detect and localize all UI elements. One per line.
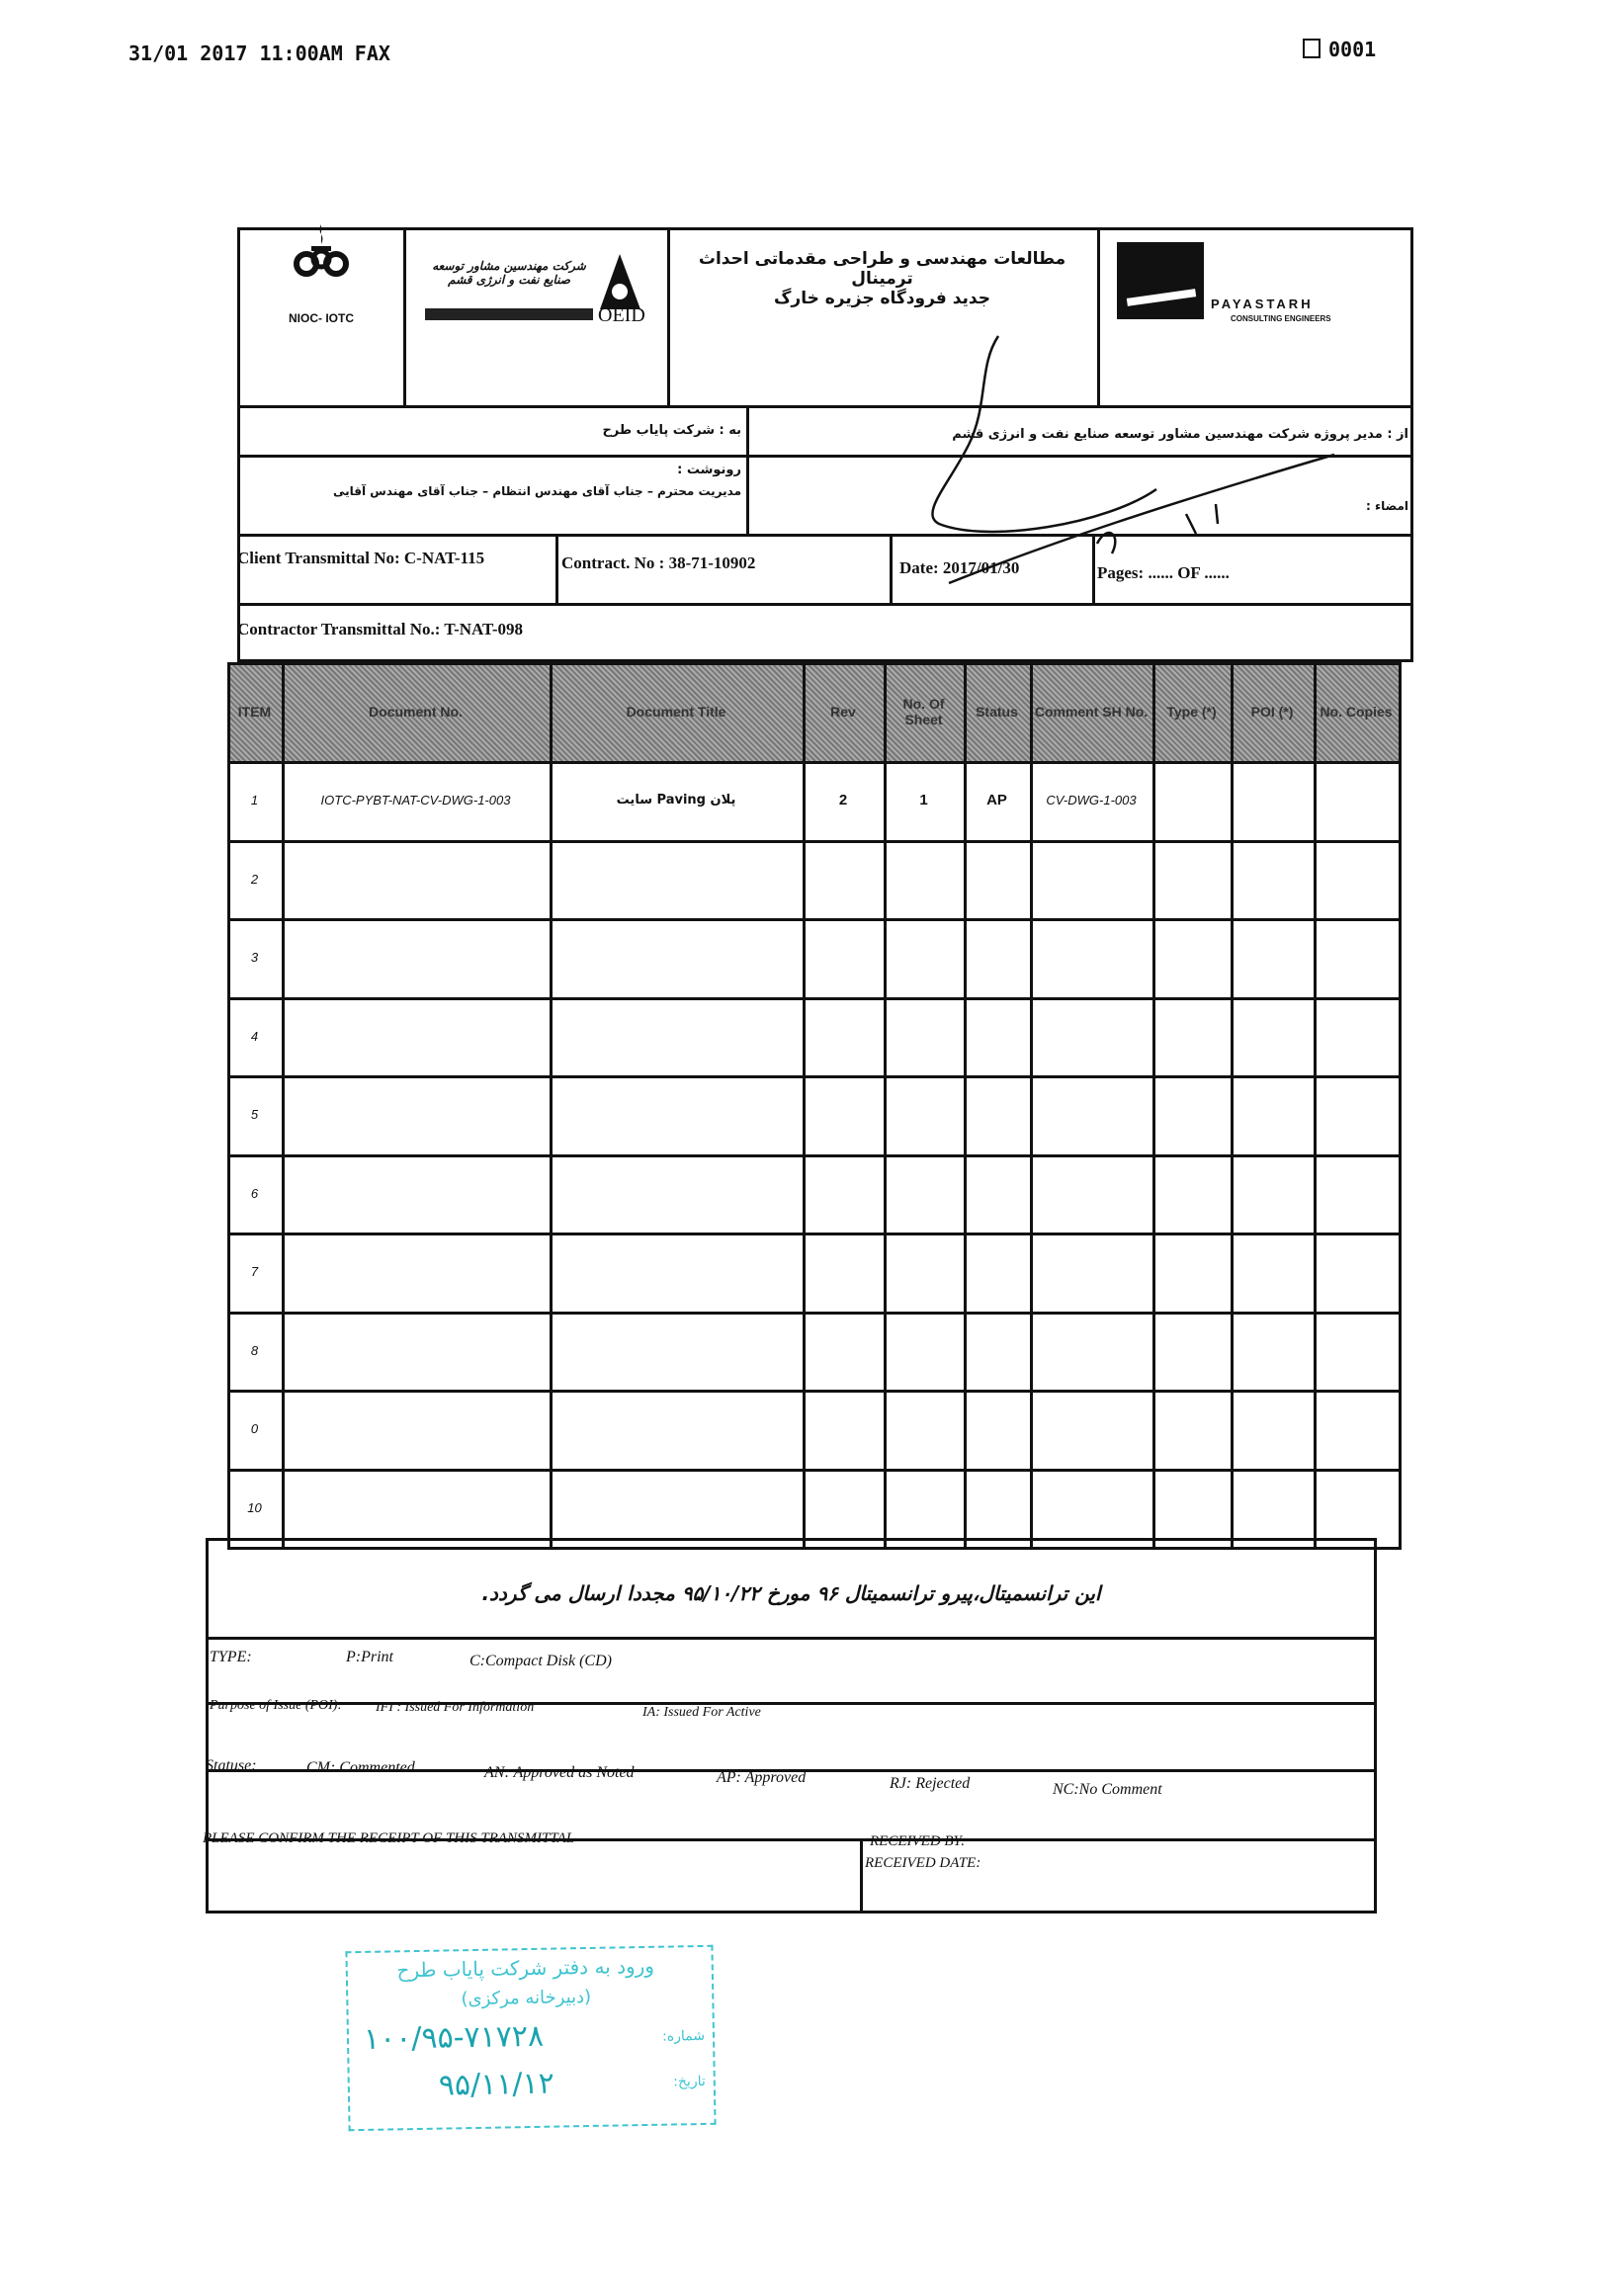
- payastarh-name: PAYASTARH: [1211, 297, 1314, 311]
- column-divider: [964, 662, 967, 1547]
- column-divider: [884, 662, 887, 1547]
- table-cell: [282, 1075, 550, 1154]
- stamp-date: ۹۵/۱۱/۱۲: [438, 2066, 555, 2103]
- column-divider: [282, 662, 285, 1547]
- received-date: RECEIVED DATE:: [865, 1855, 981, 1871]
- column-header: No. Of Sheet: [884, 662, 964, 761]
- table-cell: 10: [247, 1499, 262, 1515]
- table-cell: [964, 1390, 1030, 1469]
- table-cell: [1152, 918, 1231, 997]
- table-cell: AP: [986, 792, 1007, 809]
- table-cell: [964, 997, 1030, 1076]
- column-header: No. Copies: [1314, 662, 1399, 761]
- date: Date: 2017/01/30: [899, 558, 1020, 577]
- table-cell: CV-DWG-1-003: [1046, 793, 1137, 808]
- table-cell: [1152, 1075, 1231, 1154]
- status-label: Statuse:: [206, 1757, 257, 1774]
- table-cell: [1152, 997, 1231, 1076]
- table-cell: 2: [250, 871, 259, 887]
- table-cell: [803, 918, 884, 997]
- table-cell: [1314, 1469, 1399, 1548]
- table-cell: [550, 1075, 803, 1154]
- table-cell: [550, 1469, 803, 1548]
- table-cell: [1314, 840, 1399, 919]
- table-cell: [282, 1233, 550, 1312]
- table-cell: [1231, 1469, 1314, 1548]
- table-cell: [964, 1469, 1030, 1548]
- table-cell: [884, 1154, 964, 1233]
- stamp-number: ۱۰۰/۹۵-۷۱۷۲۸: [363, 2018, 545, 2057]
- table-cell: [803, 1075, 884, 1154]
- table-cell: [1231, 761, 1314, 840]
- table-cell: [550, 840, 803, 919]
- table-cell: [1314, 1390, 1399, 1469]
- table-cell: [803, 1233, 884, 1312]
- table-cell: [1030, 1154, 1152, 1233]
- table-cell: [282, 997, 550, 1076]
- table-cell: [1231, 1075, 1314, 1154]
- table-cell: [803, 1312, 884, 1391]
- table-cell: [1152, 840, 1231, 919]
- resend-note: این ترانسمیتال،پیرو ترانسمیتال ۹۶ مورخ ۹۵/۱۰/۲۲ مجددا ارسال می گردد.: [481, 1581, 1101, 1605]
- column-divider: [1030, 662, 1033, 1547]
- table-cell: پلان Paving سایت: [616, 793, 736, 808]
- column-divider: [1399, 662, 1402, 1547]
- table-cell: [1231, 1390, 1314, 1469]
- table-cell: IOTC-PYBT-NAT-CV-DWG-1-003: [320, 793, 511, 808]
- fax-page-number: [1303, 38, 1376, 61]
- oeid-logo: شرکت مهندسین مشاور توسعه صنایع نفت و انرژی قشم OEID: [420, 247, 657, 336]
- status-nc: NC:No Comment: [1053, 1781, 1162, 1798]
- table-cell: [1231, 1154, 1314, 1233]
- table-cell: [964, 918, 1030, 997]
- payastarh-logo: [1117, 242, 1204, 319]
- type-cd: C:Compact Disk (CD): [469, 1653, 612, 1669]
- column-divider: [1152, 662, 1155, 1547]
- table-cell: 8: [250, 1342, 259, 1358]
- nioc-label: NIOC- IOTC: [289, 311, 354, 325]
- table-cell: 0: [250, 1421, 259, 1437]
- table-cell: [1152, 1390, 1231, 1469]
- payastarh-sub: CONSULTING ENGINEERS: [1231, 314, 1331, 323]
- table-cell: [1152, 1469, 1231, 1548]
- table-cell: [282, 840, 550, 919]
- table-cell: [282, 1312, 550, 1391]
- column-header: Document Title: [550, 662, 803, 761]
- table-cell: 1: [919, 792, 928, 809]
- column-header: POI (*): [1231, 662, 1314, 761]
- table-cell: [884, 1233, 964, 1312]
- table-cell: [282, 1390, 550, 1469]
- table-cell: [803, 1469, 884, 1548]
- confirm-receipt: PLEASE CONFIRM THE RECEIPT OF THIS TRANSMITTAL: [203, 1830, 575, 1846]
- pages: Pages: ...... OF ......: [1097, 563, 1230, 582]
- table-cell: [1030, 918, 1152, 997]
- checkbox-icon: [1303, 39, 1321, 58]
- table-cell: [803, 1390, 884, 1469]
- table-cell: [884, 1075, 964, 1154]
- table-cell: [1231, 1312, 1314, 1391]
- column-header: Document No.: [282, 662, 550, 761]
- column-divider: [1231, 662, 1234, 1547]
- table-cell: [964, 1312, 1030, 1391]
- table-cell: [1314, 997, 1399, 1076]
- column-divider: [803, 662, 806, 1547]
- column-header: ITEM: [227, 662, 282, 761]
- column-header: Type (*): [1152, 662, 1231, 761]
- table-cell: [550, 997, 803, 1076]
- table-cell: [1314, 918, 1399, 997]
- type-label: TYPE:: [210, 1649, 252, 1665]
- table-cell: [282, 918, 550, 997]
- table-cell: 7: [250, 1264, 259, 1280]
- table-cell: [1231, 840, 1314, 919]
- project-title-line2: جدید فرودگاه جزیره خارگ: [774, 289, 990, 308]
- table-cell: [884, 1390, 964, 1469]
- table-cell: [803, 840, 884, 919]
- table-cell: [1314, 761, 1399, 840]
- table-cell: [1030, 840, 1152, 919]
- table-cell: 4: [250, 1028, 259, 1044]
- table-cell: [803, 997, 884, 1076]
- poi-label: Purpose of Issue (POI):: [210, 1698, 343, 1713]
- table-cell: [1030, 1469, 1152, 1548]
- table-cell: 3: [250, 950, 259, 966]
- to-field: به : شرکت پایاب طرح: [602, 423, 741, 438]
- column-header: Rev: [803, 662, 884, 761]
- table-cell: [550, 1233, 803, 1312]
- table-cell: [1314, 1154, 1399, 1233]
- type-print: P:Print: [346, 1649, 393, 1665]
- table-cell: [884, 1312, 964, 1391]
- status-cm: CM: Commented: [306, 1759, 415, 1776]
- contractor-transmittal: Contractor Transmittal No.: T-NAT-098: [237, 620, 523, 638]
- column-divider: [227, 662, 230, 1547]
- column-divider: [550, 662, 553, 1547]
- fax-timestamp: 31/01 2017 11:00AM FAX: [128, 42, 390, 65]
- table-cell: [1231, 918, 1314, 997]
- table-cell: 2: [838, 792, 848, 809]
- table-cell: [1030, 1390, 1152, 1469]
- table-cell: [803, 1154, 884, 1233]
- poi-ifi: IFI : Issued For Information: [376, 1700, 535, 1715]
- nioc-logo: [282, 219, 361, 294]
- receipt-stamp: ورود به دفتر شرکت پایاب طرح (دبیرخانه مرکزی) شماره: ۱۰۰/۹۵-۷۱۷۲۸ تاریخ: ۹۵/۱۱/۱۲: [345, 1945, 716, 2131]
- table-cell: [1152, 1312, 1231, 1391]
- table-cell: [550, 1154, 803, 1233]
- table-cell: [1152, 1233, 1231, 1312]
- table-cell: [282, 1469, 550, 1548]
- table-cell: [1231, 997, 1314, 1076]
- table-cell: [1314, 1312, 1399, 1391]
- table-cell: [884, 840, 964, 919]
- signature-label: امضاء :: [1366, 499, 1408, 513]
- received-by: RECEIVED BY:: [870, 1833, 966, 1849]
- table-cell: [1030, 1233, 1152, 1312]
- table-cell: [884, 918, 964, 997]
- column-header: Comment SH No.: [1030, 662, 1152, 761]
- table-cell: [964, 840, 1030, 919]
- table-cell: [1030, 1075, 1152, 1154]
- status-ap: AP: Approved: [717, 1769, 807, 1786]
- table-cell: [282, 1154, 550, 1233]
- table-cell: [1030, 1312, 1152, 1391]
- table-cell: 1: [250, 793, 259, 808]
- table-cell: [1030, 997, 1152, 1076]
- contract-no: Contract. No : 38-71-10902: [561, 553, 756, 572]
- poi-ia: IA: Issued For Active: [642, 1705, 761, 1720]
- table-cell: [884, 1469, 964, 1548]
- table-cell: 5: [250, 1107, 259, 1123]
- table-cell: [1152, 1154, 1231, 1233]
- status-rj: RJ: Rejected: [890, 1775, 971, 1792]
- table-cell: [964, 1154, 1030, 1233]
- status-an: AN: Approved as Noted: [484, 1764, 635, 1781]
- table-cell: [550, 918, 803, 997]
- table-cell: [964, 1233, 1030, 1312]
- cc-label: رونوشت :: [677, 463, 741, 477]
- table-cell: [964, 1075, 1030, 1154]
- table-cell: [884, 997, 964, 1076]
- page-number: 0001: [1328, 38, 1377, 61]
- table-top: [227, 662, 1399, 665]
- table-cell: [550, 1390, 803, 1469]
- client-transmittal: Client Transmittal No: C-NAT-115: [237, 549, 485, 567]
- handwritten-signature: [870, 326, 1364, 593]
- from-field: از : مدیر پروژه شرکت مهندسین مشاور توسعه صنایع نفت و انرژی قشم: [952, 427, 1408, 442]
- column-divider: [1314, 662, 1317, 1547]
- column-header: Status: [964, 662, 1030, 761]
- table-cell: [1314, 1075, 1399, 1154]
- cc-field: مدیریت محترم – جناب آقای مهندس انتظام – جناب آقای مهندس آقایی: [332, 484, 741, 498]
- table-cell: 6: [250, 1185, 259, 1201]
- table-cell: [1231, 1233, 1314, 1312]
- table-cell: [1152, 761, 1231, 840]
- table-cell: [550, 1312, 803, 1391]
- project-title-line1: مطالعات مهندسی و طراحی مقدماتی احداث ترمینال: [698, 249, 1066, 289]
- table-cell: [1314, 1233, 1399, 1312]
